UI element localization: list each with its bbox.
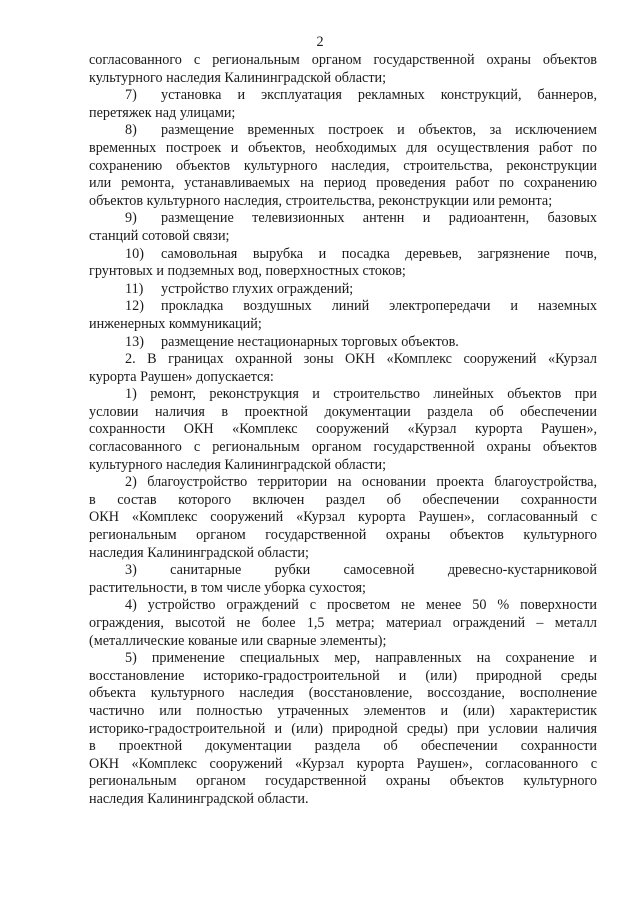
paragraph bbox=[89, 298, 597, 333]
text-line: станций сотовой связи; bbox=[89, 227, 230, 244]
text-line: в состав которого включен раздел об обеспечении сохранности bbox=[89, 491, 597, 508]
list-number: 10) bbox=[125, 245, 144, 262]
paragraph bbox=[89, 281, 597, 299]
list-number: 11) bbox=[125, 280, 144, 297]
list-number: 13) bbox=[125, 333, 144, 350]
line-text: самовольная вырубка и посадка деревьев, загрязнение почв, bbox=[161, 245, 597, 262]
text-line: 5) применение специальных мер, направленных на сохранение и bbox=[125, 650, 597, 667]
text-line: в проектной документации раздела об обеспечении сохранности bbox=[89, 738, 597, 755]
text-line: курорта Раушен» допускается: bbox=[89, 368, 274, 385]
line-text: размещение временных построек и объектов, за исключением bbox=[161, 122, 597, 139]
paragraph bbox=[89, 562, 597, 597]
text-line bbox=[89, 246, 597, 264]
text-line bbox=[89, 87, 597, 105]
text-line: ОКН «Комплекс сооружений «Курзал курорта Раушен», согласованный с bbox=[89, 509, 597, 526]
text-line bbox=[89, 298, 597, 316]
text-line: (металлические кованые или сварные элементы); bbox=[89, 632, 387, 649]
paragraph bbox=[89, 87, 597, 122]
list-number: 8) bbox=[125, 122, 137, 139]
text-line: наследия Калининградской области. bbox=[89, 790, 309, 807]
list-number: 7) bbox=[125, 87, 137, 104]
text-line: 1) ремонт, реконструкция и строительство линейных объектов при bbox=[125, 386, 597, 403]
text-line: ОКН «Комплекс сооружений «Курзал курорта Раушен», согласованного с bbox=[89, 755, 597, 772]
text-line: сохранению объектов культурного наследия, строительства, реконструкции bbox=[89, 157, 597, 174]
text-line: грунтовых и подземных вод, поверхностных стоков; bbox=[89, 263, 406, 280]
text-line bbox=[89, 334, 597, 352]
text-line: 2) благоустройство территории на основании проекта благоустройства, bbox=[125, 474, 597, 491]
text-line: ограждения, высотой не более 1,5 метра; материал ограждений – металл bbox=[89, 615, 597, 631]
text-line: 2. В границах охранной зоны ОКН «Комплекс сооружений «Курзал bbox=[125, 351, 597, 368]
text-line: региональным органом государственной охраны объектов культурного bbox=[89, 527, 597, 544]
line-text: размещение нестационарных торговых объектов. bbox=[161, 333, 459, 350]
paragraph bbox=[89, 597, 597, 650]
paragraph bbox=[89, 210, 597, 245]
text-line: временных построек и объектов, необходимых для осуществления работ по bbox=[89, 139, 597, 156]
text-line: историко-градостроительной и (или) природной среды) при условии наличия bbox=[89, 720, 597, 737]
text-line: культурного наследия Калининградской области; bbox=[89, 456, 387, 473]
text-line: восстановление историко-градостроительной и (или) природной среды bbox=[89, 667, 597, 684]
line-text: установка и эксплуатация рекламных конструкций, баннеров, bbox=[161, 87, 597, 104]
text-line: растительности, в том числе уборка сухостоя; bbox=[89, 579, 366, 596]
paragraph bbox=[89, 122, 597, 210]
text-line: согласованного с региональным органом государственной охраны объектов bbox=[89, 439, 597, 456]
text-line: инженерных коммуникаций; bbox=[89, 315, 262, 332]
text-line: объектов культурного наследия, строительства, реконструкции или ремонта; bbox=[89, 192, 553, 209]
text-line: культурного наследия Калининградской области; bbox=[89, 69, 387, 86]
list-number: 12) bbox=[125, 298, 144, 315]
paragraph bbox=[89, 246, 597, 281]
text-line: 4) устройство ограждений с просветом не менее 50 % поверхности bbox=[125, 597, 597, 614]
text-line: объекта культурного наследия (восстановление, воссоздание, восполнение bbox=[89, 685, 597, 702]
text-line: региональным органом государственной охраны объектов культурного bbox=[89, 773, 597, 790]
text-line bbox=[89, 210, 597, 228]
paragraph bbox=[89, 650, 597, 808]
text-line: или ремонта, устанавливаемых на период проведения работ по сохранению bbox=[89, 175, 597, 192]
paragraph bbox=[89, 334, 597, 352]
list-number: 9) bbox=[125, 210, 137, 227]
document-body bbox=[89, 52, 597, 809]
text-line: наследия Калининградской области; bbox=[89, 544, 309, 561]
text-line: частично или полностью утраченных элементов и (или) характеристик bbox=[89, 702, 597, 719]
paragraph bbox=[89, 386, 597, 474]
text-line bbox=[89, 281, 597, 299]
paragraph bbox=[89, 474, 597, 562]
text-line: 3) санитарные рубки самосевной древесно-кустарниковой bbox=[125, 562, 597, 579]
line-text: устройство глухих ограждений; bbox=[161, 280, 354, 297]
page-number: 2 bbox=[316, 34, 324, 50]
text-line: сохранности ОКН «Комплекс сооружений «Курзал курорта Раушен», bbox=[89, 421, 597, 438]
paragraph bbox=[89, 52, 597, 87]
text-line: согласованного с региональным органом государственной охраны объектов bbox=[89, 52, 597, 68]
text-line: перетяжек над улицами; bbox=[89, 104, 236, 121]
paragraph bbox=[89, 351, 597, 386]
line-text: прокладка воздушных линий электропередачи и наземных bbox=[161, 298, 597, 315]
text-line bbox=[89, 122, 597, 140]
line-text: размещение телевизионных антенн и радиоантенн, базовых bbox=[161, 210, 597, 227]
text-line: условии наличия в проектной документации раздела об обеспечении bbox=[89, 403, 597, 420]
